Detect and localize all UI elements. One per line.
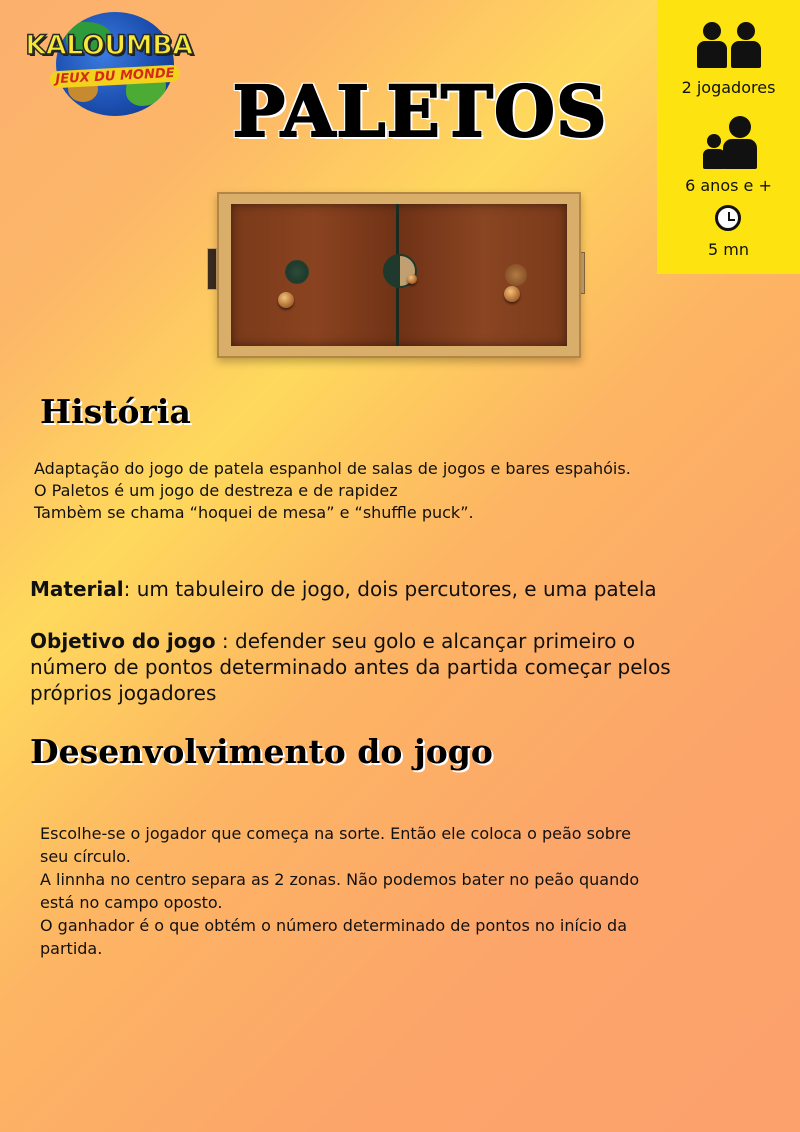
desenvolvimento-line: partida. [40, 939, 103, 958]
clock-icon [715, 205, 741, 231]
info-panel [657, 0, 800, 274]
material-description: : um tabuleiro de jogo, dois percutores, e uma patela [123, 577, 657, 601]
globe-icon [56, 12, 174, 116]
historia-text [34, 458, 774, 524]
desenvolvimento-text [40, 822, 760, 960]
logo-subtitle: JEUX DU MONDE [50, 65, 181, 89]
objetivo-line: número de pontos determinado antes da partida começar pelos [30, 655, 671, 679]
page-title: PALETOS [232, 70, 608, 153]
yin-yang-right [505, 264, 527, 286]
objetivo-label: Objetivo do jogo [30, 629, 216, 653]
adult-child-icon [703, 116, 757, 170]
desenvolvimento-heading: Desenvolvimento do jogo [30, 732, 493, 771]
striker-left [278, 292, 294, 308]
kaloumba-logo [14, 8, 204, 116]
logo-brand: KALOUMBA [25, 30, 193, 61]
board-handle-left [207, 248, 217, 290]
historia-line: Adaptação do jogo de patela espanhol de salas de jogos e bares espahóis. [34, 459, 631, 478]
puck-center [407, 274, 417, 284]
historia-line: O Paletos é um jogo de destreza e de rapidez [34, 481, 398, 500]
objetivo-line: : defender seu golo e alcançar primeiro o [215, 629, 636, 653]
desenvolvimento-line: está no campo oposto. [40, 893, 223, 912]
material-label: Material [30, 577, 124, 601]
age-range: 6 anos e + [685, 176, 772, 195]
desenvolvimento-line: Escolhe-se o jogador que começa na sorte. Então ele coloca o peão sobre [40, 824, 631, 843]
board-frame [217, 192, 581, 358]
desenvolvimento-line: O ganhador é o que obtém o número determinado de pontos no início da [40, 916, 627, 935]
material-text [30, 576, 770, 602]
desenvolvimento-line: A linnha no centro separa as 2 zonas. Não podemos bater no peão quando [40, 870, 640, 889]
historia-line: Tambèm se chama “hoquei de mesa” e “shuffle puck”. [34, 503, 474, 522]
desenvolvimento-line: seu círculo. [40, 847, 131, 866]
historia-heading: História [40, 392, 191, 431]
two-people-icon [697, 22, 761, 70]
objetivo-line: próprios jogadores [30, 681, 217, 705]
striker-right [504, 286, 520, 302]
objetivo-text [30, 628, 750, 706]
board-surface [231, 204, 567, 346]
play-time: 5 mn [708, 240, 749, 259]
yin-yang-left [285, 260, 309, 284]
players-count: 2 jogadores [681, 78, 776, 97]
game-board-image [203, 190, 588, 358]
